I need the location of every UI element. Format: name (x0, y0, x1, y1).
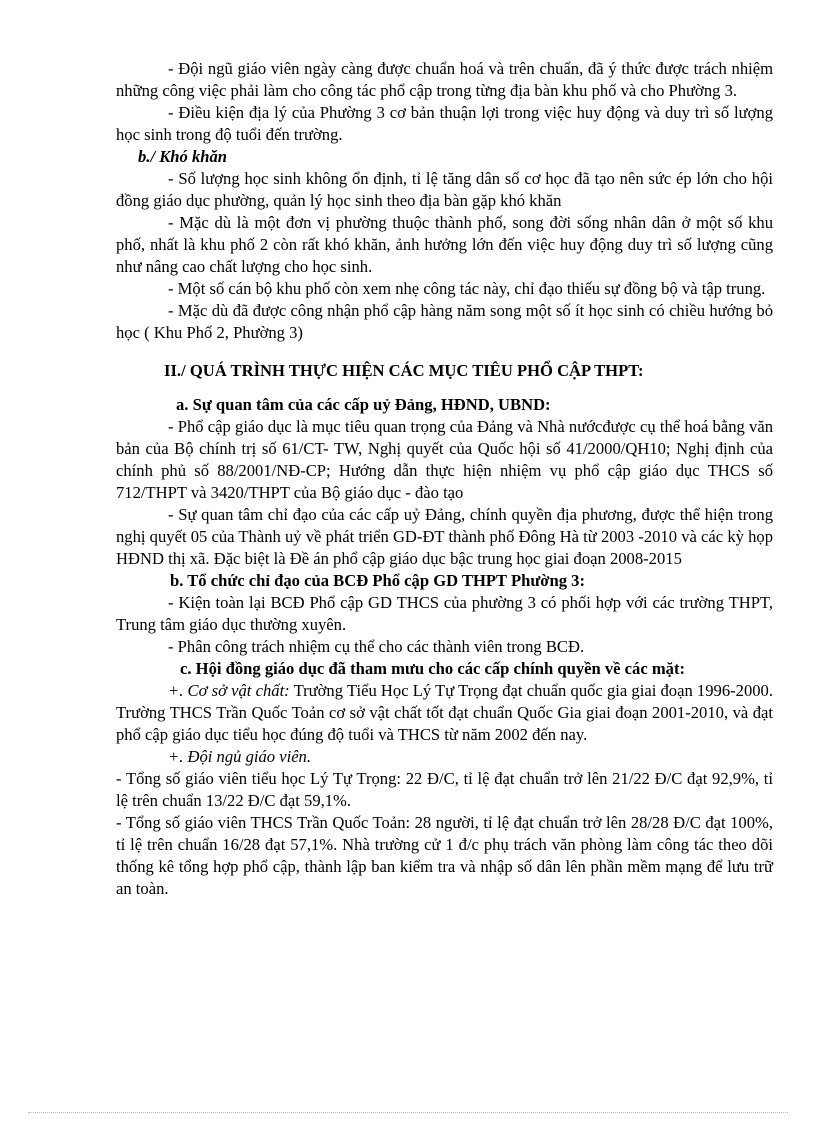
difficulty-item: - Mặc dù là một đơn vị phường thuộc thành phố, song đời sống nhân dân ở một số khu phố, nhất là khu phố 2 còn rất khó khăn, ảnh hưởng lớn đến việc huy động duy trì số lượng cũng như nâng cao chất lượng cho học sinh. (116, 213, 773, 276)
subsection-b-paragraph: - Phân công trách nhiệm cụ thể cho các thành viên trong BCĐ. (168, 637, 585, 656)
subsection-c-title: c. Hội đồng giáo dục đã tham mưu cho các cấp chính quyền về các mặt: (180, 659, 686, 678)
subsection-a-title: a. Sự quan tâm của các cấp uỷ Đảng, HĐND, UBND: (176, 395, 551, 414)
difficulty-item: - Mặc dù đã được công nhận phổ cập hàng năm song một số ít học sinh có chiều hướng bỏ học ( Khu Phố 2, Phường 3) (116, 301, 773, 342)
teachers-heading (116, 746, 773, 768)
subsection-a-paragraph: - Phổ cập giáo dục là mục tiêu quan trọng của Đảng và Nhà nướcđược cụ thể hoá bằng văn bản của Bộ chính trị số 61/CT- TW, Nghị quyết của Quốc hội số 41/2000/QH10; Nghị định của chính phủ số 88/2001/NĐ-CP; Hướng dẫn thực hiện nhiệm vụ phổ cập giáo dục THCS số 712/THPT và 3420/THPT của Bộ giáo dục - đào tạo (116, 417, 773, 502)
difficulties-heading: b./ Khó khăn (138, 147, 227, 166)
paragraph-teachers-standard: - Đội ngũ giáo viên ngày càng được chuẩn hoá và trên chuẩn, đã ý thức được trách nhiệm những công việc phải làm cho công tác phổ cập trong từng địa bàn khu phố và cho Phường 3. (116, 59, 773, 100)
teachers-paragraph: - Tổng số giáo viên tiểu học Lý Tự Trọng: 22 Đ/C, tỉ lệ đạt chuẩn trở lên 21/22 Đ/C đạt 92,9%, tỉ lệ trên chuẩn 13/22 Đ/C đạt 59,1%. (116, 769, 773, 810)
facilities-paragraph (116, 680, 773, 746)
teachers-paragraph: - Tổng số giáo viên THCS Trần Quốc Toản: 28 người, tỉ lệ đạt chuẩn trở lên 28/28 Đ/C đạt 100%, tỉ lệ trên chuẩn 16/28 đạt 57,1%. Nhà trường cử 1 đ/c phụ trách văn phòng làm công tác theo dõi thống kê tổng hợp phổ cập, thành lập ban kiểm tra và nhập số dân lên phần mềm mạng để lưu trữ an toàn. (116, 813, 773, 898)
section-2-title: II./ QUÁ TRÌNH THỰC HIỆN CÁC MỤC TIÊU PHỔ CẬP THPT: (164, 361, 644, 380)
difficulty-item: - Số lượng học sinh không ổn định, tỉ lệ tăng dân số cơ học đã tạo nên sức ép lớn cho hội đồng giáo dục phường, quản lý học sinh theo địa bàn gặp khó khăn (116, 169, 773, 210)
subsection-b-title: b. Tổ chức chỉ đạo của BCĐ Phổ cập GD THPT Phường 3: (170, 571, 585, 590)
difficulty-item: - Một số cán bộ khu phố còn xem nhẹ công tác này, chỉ đạo thiếu sự đồng bộ và tập trung. (168, 279, 766, 298)
subsection-b-paragraph: - Kiện toàn lại BCĐ Phổ cập GD THCS của phường 3 có phối hợp với các trường THPT, Trung tâm giáo dục thường xuyên. (116, 593, 773, 634)
teachers-label: +. Đội ngủ giáo viên. (168, 747, 312, 766)
page-bottom-rule (28, 1112, 788, 1113)
document-page (116, 58, 773, 900)
facilities-text: Trường Tiểu Học Lý Tự Trọng đạt chuẩn quốc gia giai đoạn 1996-2000. Trường THCS Trần Quốc Toản cơ sở vật chất tốt đạt chuẩn Quốc Gia giai đoạn 2001-2010, và đạt phổ cập giáo dục tiểu học đúng độ tuổi và THCS từ năm 2002 đến nay. (116, 681, 773, 744)
paragraph-geography: - Điều kiện địa lý của Phường 3 cơ bản thuận lợi trong việc huy động và duy trì số lượng học sinh trong độ tuổi đến trường. (116, 103, 773, 144)
facilities-label: +. Cơ sở vật chất: (168, 681, 290, 700)
subsection-a-paragraph: - Sự quan tâm chỉ đạo của các cấp uỷ Đảng, chính quyền địa phương, được thể hiện trong nghị quyết 05 của Thành uỷ về phát triển GD-ĐT thành phố Đông Hà từ 2003 -2010 và các kỳ họp HĐND thị xã. Đặc biệt là Đề án phổ cập giáo dục bậc trung học giai đoạn 2008-2015 (116, 505, 773, 568)
